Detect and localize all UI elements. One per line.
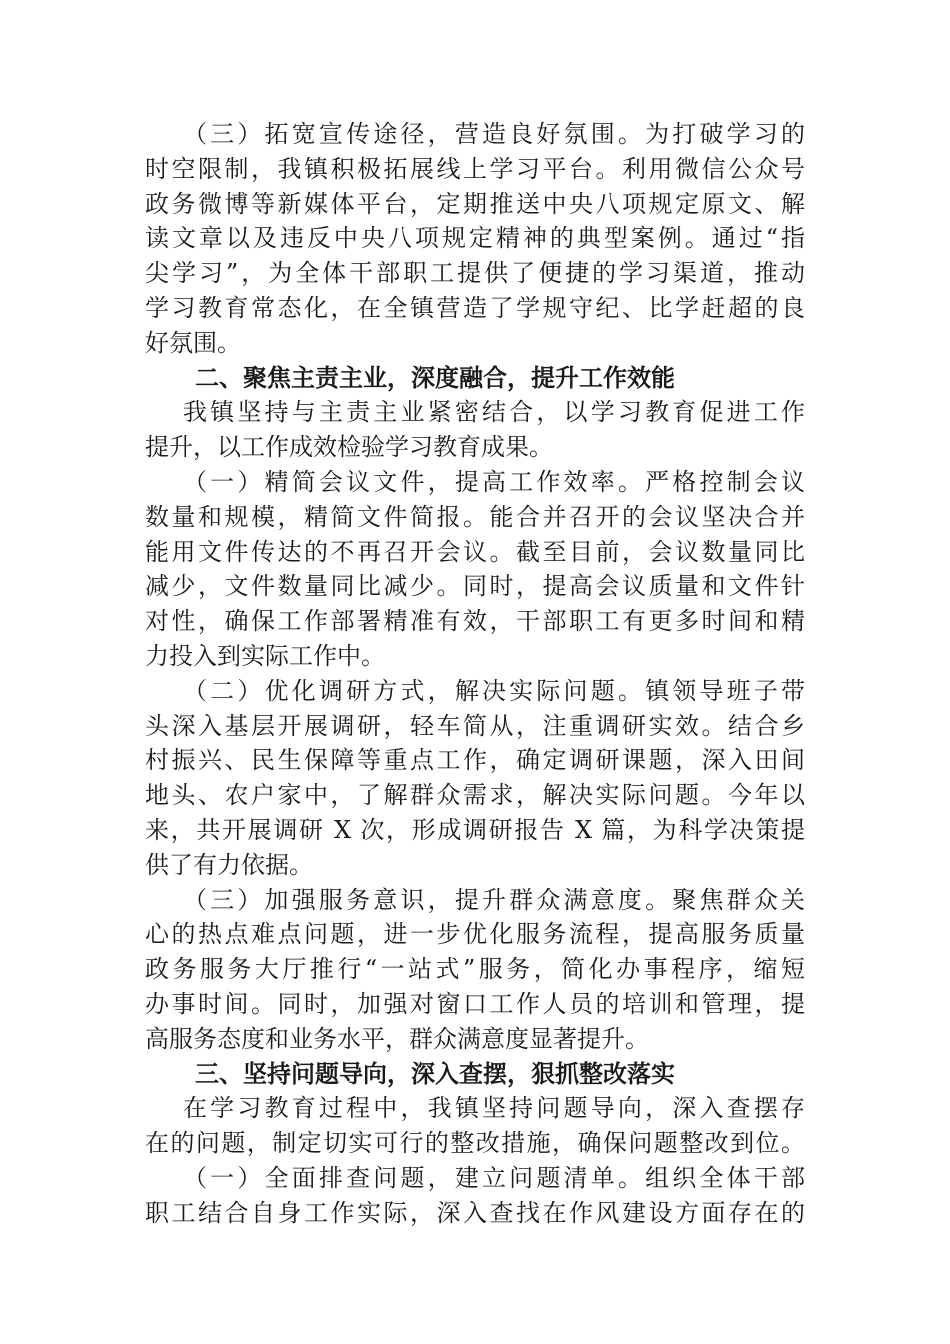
text-line: 在学习教育过程中，我镇坚持问题导向，深入查摆存 (183, 1094, 805, 1123)
text-line: 村振兴、民生保障等重点工作，确定调研课题，深入田间 (145, 746, 805, 775)
text-line: （三）加强服务意识，提升群众满意度。聚焦群众关 (183, 885, 805, 914)
text-line: 减少，文件数量同比减少。同时，提高会议质量和文件针 (145, 572, 805, 601)
text-line: 力投入到实际工作中。 (145, 641, 385, 670)
text-line: （三）拓宽宣传途径，营造良好氛围。为打破学习的 (183, 120, 805, 148)
text-line: 数量和规模，精简文件简报。能合并召开的会议坚决合并 (145, 502, 805, 531)
text-line: 供了有力依据。 (145, 850, 313, 879)
text-line: 学习教育常态化，在全镇营造了学规守纪、比学赶超的良 (145, 293, 805, 322)
text-line: 尖学习”，为全体干部职工提供了便捷的学习渠道，推动 (145, 259, 805, 288)
text-line: 在的问题，制定切实可行的整改措施，确保问题整改到位。 (145, 1129, 805, 1158)
section-heading: 三、坚持问题导向，深入查摆，狠抓整改落实 (195, 1059, 675, 1088)
text-line: 来，共开展调研 X 次，形成调研报告 X 篇，为科学决策提 (145, 815, 805, 844)
text-line: 提升，以工作成效检验学习教育成果。 (145, 433, 553, 462)
text-line: 地头、农户家中，了解群众需求，解决实际问题。今年以 (145, 781, 805, 810)
text-line: 心的热点难点问题，进一步优化服务流程，提高服务质量 (145, 920, 805, 949)
text-line: （一）全面排查问题，建立问题清单。组织全体干部 (183, 1163, 805, 1192)
text-line: 时空限制，我镇积极拓展线上学习平台。利用微信公众号 (145, 154, 805, 183)
text-line: 读文章以及违反中央八项规定精神的典型案例。通过“指 (145, 224, 805, 253)
text-line: 我镇坚持与主责主业紧密结合，以学习教育促进工作 (183, 398, 805, 427)
text-line: 办事时间。同时，加强对窗口工作人员的培训和管理，提 (145, 989, 805, 1018)
text-line: 对性，确保工作部署精准有效，干部职工有更多时间和精 (145, 607, 805, 636)
text-line: 高服务态度和业务水平，群众满意度显著提升。 (145, 1024, 649, 1053)
text-line: 能用文件传达的不再召开会议。截至目前，会议数量同比 (145, 537, 805, 566)
text-line: （一）精简会议文件，提高工作效率。严格控制会议 (183, 467, 805, 496)
text-line: 政务服务大厅推行“一站式”服务，简化办事程序，缩短 (145, 955, 805, 984)
text-line: 职工结合自身工作实际，深入查找在作风建设方面存在的 (145, 1198, 805, 1227)
document-body (145, 117, 805, 1231)
text-line: 好氛围。 (145, 328, 241, 357)
text-line: （二）优化调研方式，解决实际问题。镇领导班子带 (183, 676, 805, 705)
text-line: 头深入基层开展调研，轻车简从，注重调研实效。结合乡 (145, 711, 805, 740)
text-line: 政务微博等新媒体平台，定期推送中央八项规定原文、解 (145, 189, 805, 218)
section-heading: 二、聚焦主责主业，深度融合，提升工作效能 (195, 363, 675, 392)
